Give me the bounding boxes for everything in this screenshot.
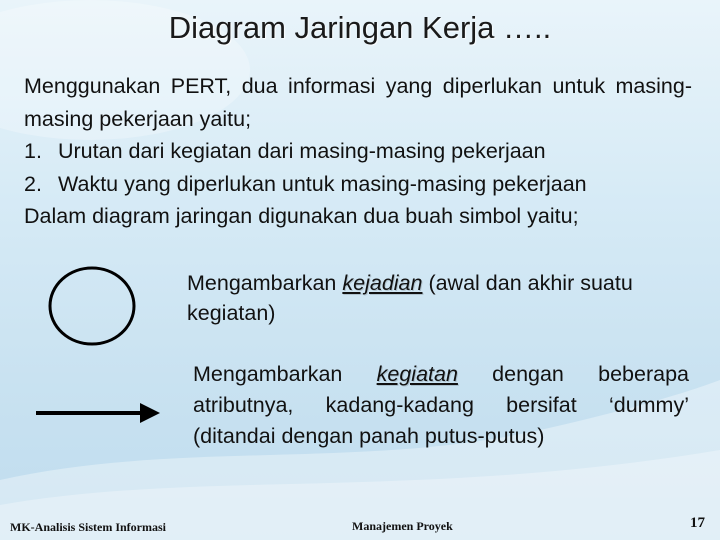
footer-course-name: MK-Analisis Sistem Informasi xyxy=(10,520,166,534)
slide-title: Diagram Jaringan Kerja ….. xyxy=(168,10,552,45)
slide-body xyxy=(24,70,692,233)
event-symbol-description xyxy=(187,268,697,328)
list-text: Waktu yang diperlukan untuk masing-masing pekerjaan xyxy=(58,171,587,196)
activity-keyword: kegiatan xyxy=(376,362,458,386)
list-item xyxy=(24,168,692,201)
activity-symbol-description xyxy=(193,359,689,452)
event-circle-icon xyxy=(44,264,144,348)
footer-topic: Manajemen Proyek xyxy=(352,519,453,533)
list-number: 2. xyxy=(24,171,42,196)
list-item xyxy=(24,135,692,168)
list-number: 1. xyxy=(24,139,42,163)
intro-paragraph: Menggunakan PERT, dua informasi yang diperlukan untuk masing-masing pekerjaan yaitu; xyxy=(24,74,692,131)
activity-desc-prefix: Mengambarkan xyxy=(193,362,377,386)
event-desc-suffix: (awal dan akhir suatu kegiatan) xyxy=(187,271,633,325)
event-keyword: kejadian xyxy=(342,271,423,295)
list-text: Urutan dari kegiatan dari masing-masing pekerjaan xyxy=(58,139,546,163)
activity-arrow-icon xyxy=(34,398,164,428)
closing-line: Dalam diagram jaringan digunakan dua buah simbol yaitu; xyxy=(24,204,579,228)
activity-desc-suffix: dengan beberapa atributnya, kadang-kadang bersifat ‘dummy’ (ditandai dengan panah putus-putus) xyxy=(193,362,689,448)
page-number: 17 xyxy=(690,515,705,531)
event-desc-prefix: Mengambarkan xyxy=(187,271,343,295)
